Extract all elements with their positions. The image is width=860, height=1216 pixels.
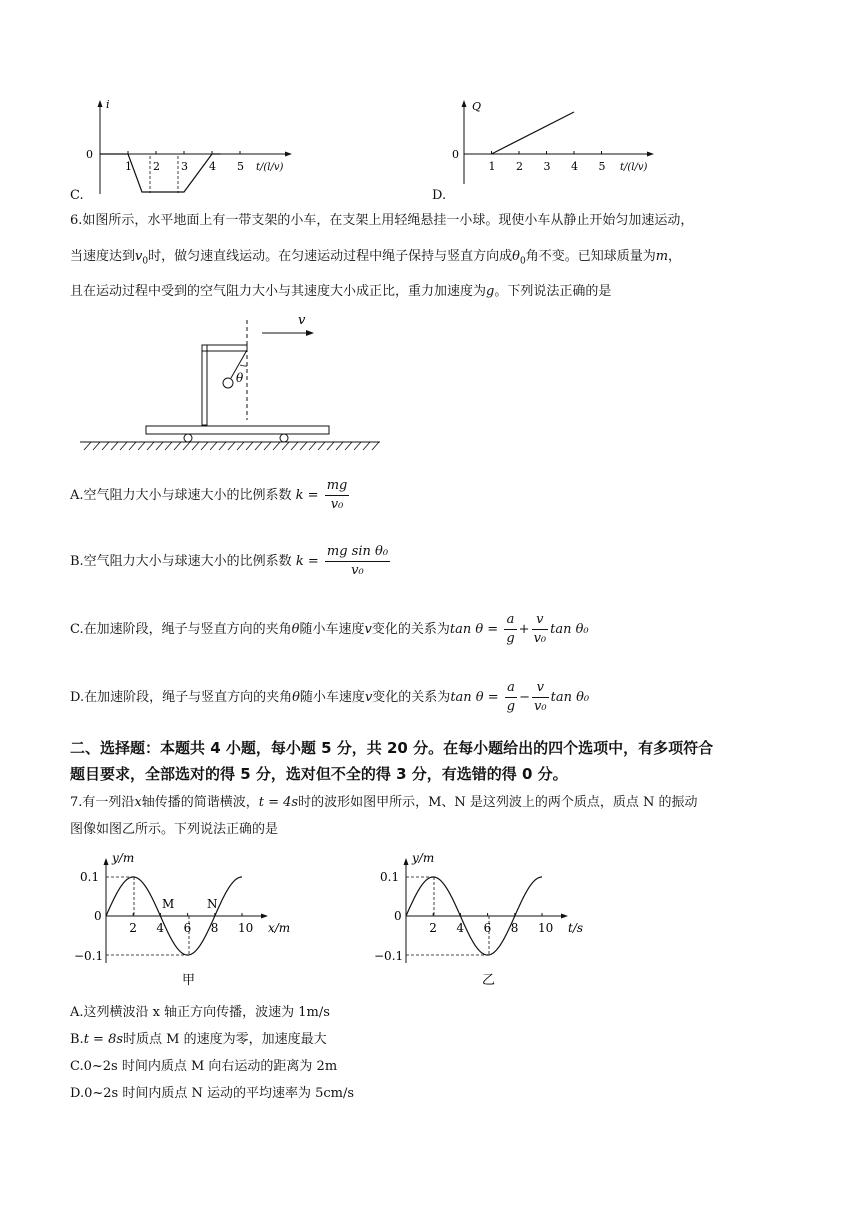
ground-hatch-line <box>363 442 370 450</box>
q6-line-2: 当速度达到$v_0$时，做匀速直线运动。在匀速运动过程中绳子保持与竖直方向成$\theta_0$角不变。已知球质量为m， <box>70 249 682 267</box>
section-2-heading-line-1: 二、选择题：本题共 4 小题，每小题 5 分，共 20 分。在每小题给出的四个选项中，有多项符合 <box>70 739 714 757</box>
ground-hatch-line <box>201 442 208 450</box>
ground-hatch-line <box>264 442 271 450</box>
figure-c-xlabel: t/(l/v) <box>256 162 284 173</box>
fig-jia-xtick-8: 8 <box>210 921 219 935</box>
q6-option-b: B.空气阻力大小与球速大小的比例系数 k = $\frac{\text{mg sin θ₀}}{\text{v₀}}$ <box>70 544 389 578</box>
figure-c-xtick-1: 1 <box>125 160 132 173</box>
figure-c-xtick-3: 3 <box>181 160 188 173</box>
ground-hatch-line <box>309 442 316 450</box>
fig-jia-ytick-zero: 0 <box>94 909 102 923</box>
figure-c-xtick-4: 4 <box>209 160 216 173</box>
ground-hatch-line <box>228 442 235 450</box>
fig-jia-point-m: M <box>162 897 175 911</box>
fig-jia-ytick-top: 0.1 <box>80 870 100 884</box>
fig-yi-xlabel: t/s <box>568 921 584 935</box>
ground-hatch-line <box>192 442 199 450</box>
q6-line-3: 且在运动过程中受到的空气阻力大小与其速度大小成正比，重力加速度为g。下列说法正确的是 <box>70 284 612 299</box>
ground-hatch-line <box>147 442 154 450</box>
q6-line-1: 6.如图所示，水平地面上有一带支架的小车，在支架上用轻绳悬挂一小球。现使小车从静止开始匀加速运动， <box>70 213 694 228</box>
ground-hatch-line <box>138 442 145 450</box>
ground-hatch-line <box>93 442 100 450</box>
fig-yi-ytick-top: 0.1 <box>380 870 400 884</box>
fig-yi-xtick-10: 10 <box>538 921 554 935</box>
fig-yi-xtick-2: 2 <box>429 921 437 935</box>
figure-d-xlabel: t/(l/v) <box>620 162 648 173</box>
ground-hatch-line <box>246 442 253 450</box>
fig-jia-ylabel: y/m <box>112 851 135 865</box>
ground-hatch-line <box>174 442 181 450</box>
ground-hatch-line <box>291 442 298 450</box>
ground-hatch-line <box>219 442 226 450</box>
q7-option-a: A.这列横波沿 x 轴正方向传播，波速为 1m/s <box>70 1005 330 1020</box>
q7-option-c: C.0~2s 时间内质点 M 向右运动的距离为 2m <box>70 1059 338 1074</box>
q7-option-d: D.0~2s 时间内质点 N 运动的平均速率为 5cm/s <box>70 1086 355 1101</box>
ground-hatch-line <box>327 442 334 450</box>
q7-line-2: 图像如图乙所示。下列说法正确的是 <box>70 822 279 837</box>
fig-yi-ylabel: y/m <box>412 851 435 865</box>
ground-hatch-line <box>165 442 172 450</box>
section-2-heading-line-2: 题目要求，全部选对的得 5 分，选对但不全的得 3 分，有选错的得 0 分。 <box>70 765 568 783</box>
fig-jia-point-n: N <box>207 897 218 911</box>
figure-d-ylabel: Q <box>472 100 482 113</box>
q7-figure-jia-wave <box>70 848 310 993</box>
figure-d-xtick-5: 5 <box>598 160 606 173</box>
q7-line-1: 7.有一列沿x轴传播的简谐横波，t = 4s时的波形如图甲所示，M、N 是这列波上的两个质点，质点 N 的振动 <box>70 795 698 810</box>
figure-c-xtick-2: 2 <box>153 160 160 173</box>
fig-yi-caption: 乙 <box>482 973 496 988</box>
ground-hatch-line <box>336 442 343 450</box>
figure-c-ylabel: i <box>106 98 110 111</box>
figure-c-curve <box>100 154 220 192</box>
fig-jia-xtick-10: 10 <box>238 921 254 935</box>
fig-yi-xtick-6: 6 <box>483 921 492 935</box>
q6-option-a: A.空气阻力大小与球速大小的比例系数 k = $\frac{mg}{\text{v₀}}$ <box>70 478 348 512</box>
fig-yi-ytick-zero: 0 <box>394 909 402 923</box>
fig-jia-xtick-2: 2 <box>129 921 137 935</box>
ground-hatch-line <box>255 442 262 450</box>
fig-jia-caption: 甲 <box>182 973 196 988</box>
ground-hatch-line <box>318 442 325 450</box>
ground-hatch-line <box>210 442 217 450</box>
figure-d-origin: 0 <box>452 148 459 161</box>
ground-hatch-line <box>345 442 352 450</box>
figure-c-xtick-5: 5 <box>237 160 244 173</box>
q6-option-c: C.在加速阶段，绳子与竖直方向的夹角θ随小车速度v变化的关系为tan θ = $\frac{a}{g}$ + $\frac{v}{\text{v₀}}$ tan θ₀ <box>70 612 589 646</box>
figure-d-xtick-2: 2 <box>516 160 523 173</box>
q6-ball <box>223 378 233 388</box>
fig-yi-xtick-8: 8 <box>510 921 519 935</box>
ground-hatch-line <box>102 442 109 450</box>
ground-hatch-line <box>156 442 163 450</box>
q7-figure-yi-vibration <box>370 848 610 993</box>
figure-d-curve <box>492 112 575 154</box>
ground-hatch-line <box>372 442 379 450</box>
q6-option-d: D.在加速阶段，绳子与竖直方向的夹角θ随小车速度v变化的关系为tan θ = $\frac{a}{g}$ − $\frac{v}{\text{v₀}}$ tan θ₀ <box>70 680 590 714</box>
ground-hatch-line <box>300 442 307 450</box>
fig-jia-ytick-bottom: −0.1 <box>74 949 104 963</box>
fig-jia-xtick-4: 4 <box>156 921 165 935</box>
q7-option-b: B.t = 8s时质点 M 的速度为零，加速度最大 <box>70 1032 327 1047</box>
figure-d-xtick-3: 3 <box>543 160 551 173</box>
q6-angle-label: θ <box>236 371 244 385</box>
figure-d-xtick-1: 1 <box>488 160 496 173</box>
ground-hatch-line <box>183 442 190 450</box>
fig-jia-xlabel: x/m <box>268 921 291 935</box>
ground-hatch-line <box>354 442 361 450</box>
fig-jia-xtick-6: 6 <box>183 921 192 935</box>
figure-c-current-graph <box>78 96 298 206</box>
ground-hatch-line <box>84 442 91 450</box>
figure-c-label: C. <box>70 188 84 203</box>
figure-c-origin: 0 <box>86 148 93 161</box>
ground-hatch-line <box>129 442 136 450</box>
ground-hatch-line <box>282 442 289 450</box>
fig-yi-ytick-bottom: −0.1 <box>374 949 404 963</box>
ground-hatch-line <box>111 442 118 450</box>
q6-velocity-label: v <box>298 313 306 328</box>
fig-yi-xtick-4: 4 <box>456 921 465 935</box>
ground-hatch-line <box>237 442 244 450</box>
q6-cart-figure <box>70 310 390 450</box>
ground-hatch-line <box>120 442 127 450</box>
figure-d-label: D. <box>432 188 447 203</box>
figure-d-charge-graph <box>440 96 660 206</box>
ground-hatch-line <box>273 442 280 450</box>
figure-d-xtick-4: 4 <box>571 160 578 173</box>
